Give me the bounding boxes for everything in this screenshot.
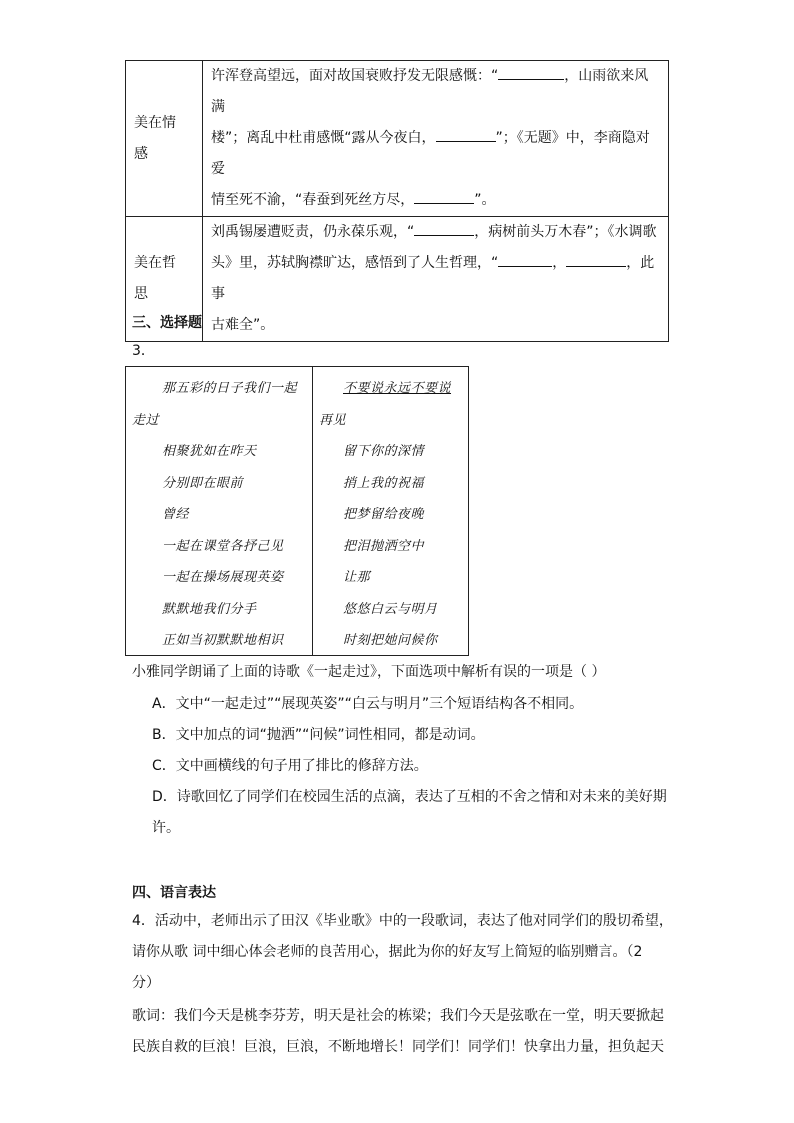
lyrics-line: 歌词：我们今天是桃李芬芳，明天是社会的栋梁；我们今天是弦歌在一堂，明天要掀起 bbox=[132, 1008, 664, 1024]
option-a[interactable]: A．文中“一起走过”“展现英姿”“白云与明月”三个短语结构各不相同。 bbox=[152, 696, 584, 712]
option-b[interactable]: B．文中加点的词“抛洒”“问候”词性相同，都是动词。 bbox=[152, 727, 485, 743]
content-line bbox=[211, 217, 662, 248]
poem-line: 悠悠白云与明月 bbox=[343, 601, 438, 617]
row-heading-line: 思 bbox=[134, 286, 148, 302]
text-segment: 头》里，苏轼胸襟旷达，感悟到了人生哲理，“ bbox=[211, 255, 499, 271]
table-row bbox=[126, 61, 669, 217]
poem-line: 一起在课堂各抒己见 bbox=[162, 538, 284, 554]
poem-line: 默默地我们分手 bbox=[162, 601, 257, 617]
option-d[interactable]: D．诗歌回忆了同学们在校园生活的点滴，表达了互相的不舍之情和对未来的美好期 bbox=[152, 789, 667, 805]
text-segment: ，山雨欲来风满 bbox=[211, 68, 649, 115]
section-title: 三、选择题 bbox=[132, 315, 202, 331]
poem-line: 相聚犹如在昨天 bbox=[162, 444, 257, 459]
poem-line: 一起在操场展现英姿 bbox=[162, 570, 284, 585]
question-number: 3． bbox=[132, 343, 155, 359]
poem-line: 时刻把她问候你 bbox=[343, 633, 438, 648]
question4-line: 分） bbox=[132, 975, 160, 991]
content-line bbox=[211, 248, 662, 310]
poem-line: 正如当初默默地相识 bbox=[162, 633, 284, 648]
text-segment: 刘禹锡屡遭贬责，仍永葆乐观，“ bbox=[211, 224, 415, 240]
poem-line: 捎上我的祝福 bbox=[343, 475, 425, 491]
poem-line: 把泪抛洒空中 bbox=[343, 538, 425, 554]
poem-line: 曾经 bbox=[162, 507, 190, 522]
question4-line: 请你从歌 词中细心体会老师的良苦用心，据此为你的好友写上简短的临别赠言。（2 bbox=[132, 944, 643, 960]
lyrics-line: 民族自救的巨浪！巨浪，巨浪，不断地增长！同学们！同学们！快拿出力量，担负起天 bbox=[132, 1039, 664, 1055]
fill-blank[interactable] bbox=[498, 252, 552, 267]
text-segment: ， bbox=[552, 255, 567, 271]
fill-blank[interactable] bbox=[498, 65, 564, 80]
text-segment: ”。 bbox=[474, 192, 496, 208]
row-content bbox=[203, 61, 669, 217]
text-segment: ，病树前头万木春”；《水调歌 bbox=[474, 224, 657, 240]
poem-line-underlined: 不要说永远不要说 bbox=[343, 381, 452, 396]
poem-line: 走过 bbox=[132, 412, 160, 428]
content-line bbox=[211, 61, 662, 123]
fill-blank[interactable] bbox=[414, 189, 474, 204]
poem-line: 分别即在眼前 bbox=[162, 475, 244, 491]
row-heading bbox=[126, 61, 203, 217]
content-line bbox=[211, 123, 662, 185]
content-line bbox=[211, 310, 662, 341]
text-segment: ”；《无题》中，李商隐对爱 bbox=[211, 130, 650, 177]
question4-line: 4．活动中，老师出示了田汉《毕业歌》中的一段歌词，表达了他对同学们的殷切希望， bbox=[132, 913, 673, 929]
poem-left-column bbox=[132, 373, 308, 657]
fill-blank[interactable] bbox=[436, 127, 496, 142]
poem-right-column bbox=[319, 373, 465, 657]
text-segment: 情至死不渝，“春蚕到死丝方尽， bbox=[211, 192, 415, 208]
poem-box bbox=[125, 366, 469, 656]
row-heading-line: 美在情 bbox=[134, 114, 176, 131]
fill-blank[interactable] bbox=[566, 252, 626, 267]
poem-line: 再见 bbox=[319, 412, 347, 428]
poem-line: 让那 bbox=[343, 570, 371, 585]
row-heading-line: 感 bbox=[134, 145, 148, 162]
question-stem: 小雅同学朗诵了上面的诗歌《一起走过》，下面选项中解析有误的一项是（ ） bbox=[132, 664, 606, 680]
text-segment: ，此事 bbox=[211, 255, 655, 302]
fill-blank[interactable] bbox=[414, 221, 474, 236]
table-row bbox=[126, 217, 669, 342]
text-segment: 许浑登高望远，面对故国衰败抒发无限感慨：“ bbox=[211, 68, 499, 84]
content-line bbox=[211, 185, 662, 216]
row-content bbox=[203, 217, 669, 342]
text-segment: 楼”；离乱中杜甫感慨“露从今夜白， bbox=[211, 130, 436, 146]
poetry-beauty-table bbox=[125, 60, 669, 342]
option-d-continuation: 许。 bbox=[152, 820, 180, 836]
poem-line: 留下你的深情 bbox=[343, 444, 425, 459]
section-title: 四、语言表达 bbox=[132, 885, 216, 901]
option-c[interactable]: C．文中画横线的句子用了排比的修辞方法。 bbox=[152, 758, 428, 774]
column-divider bbox=[312, 367, 313, 655]
row-heading-line: 美在哲 bbox=[134, 255, 176, 271]
text-segment: 古难全”。 bbox=[211, 317, 275, 333]
poem-line: 那五彩的日子我们一起 bbox=[162, 381, 298, 396]
poem-line: 把梦留给夜晚 bbox=[343, 507, 425, 522]
